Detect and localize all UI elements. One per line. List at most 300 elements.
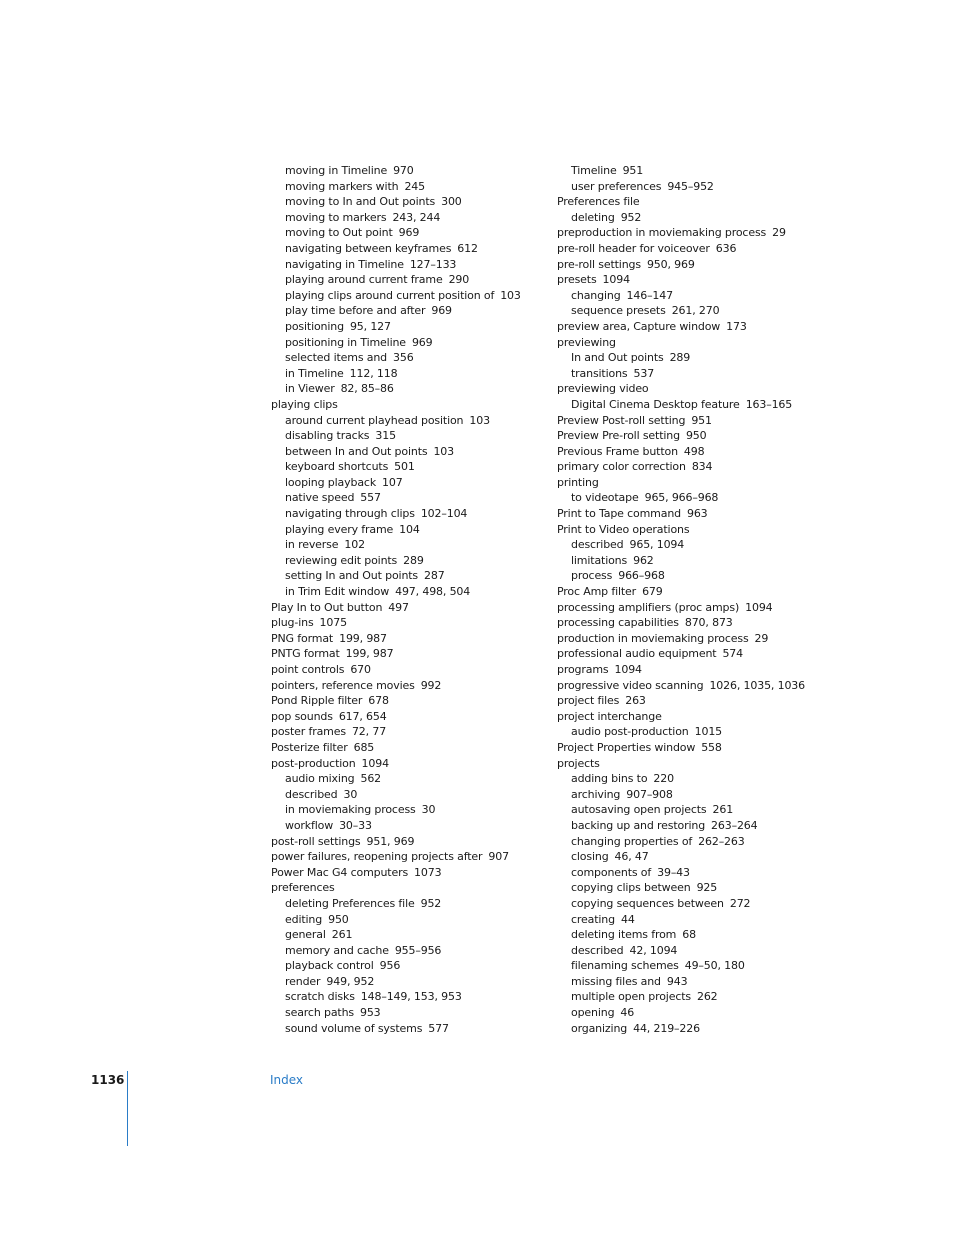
index-subentry [271, 974, 561, 990]
index-page-refs: 951, 969 [366, 834, 415, 848]
index-page-refs: 950 [328, 912, 349, 926]
index-subentry [557, 1005, 857, 1021]
index-page-refs: 907 [488, 850, 509, 864]
index-page-refs: 300 [441, 195, 462, 209]
index-subentry [557, 568, 857, 584]
index-subentry [557, 989, 857, 1005]
index-term: projects [557, 756, 600, 770]
index-subentry [557, 490, 857, 506]
index-subentry [271, 241, 561, 257]
index-term: changing [571, 288, 621, 302]
index-term: positioning [285, 319, 344, 333]
index-entry [271, 709, 561, 725]
index-entry [557, 241, 857, 257]
index-page-refs: 263 [625, 694, 646, 708]
index-entry [271, 849, 561, 865]
index-term: preview area, Capture window [557, 319, 721, 333]
index-term: Play In to Out button [271, 600, 383, 614]
index-term: PNG format [271, 631, 334, 645]
index-subentry [557, 397, 857, 413]
index-page-refs: 950, 969 [646, 257, 695, 271]
index-term: in reverse [285, 538, 339, 552]
index-term: navigating in Timeline [285, 257, 404, 271]
index-subentry [271, 553, 561, 569]
index-page-refs: 30–33 [339, 818, 372, 832]
index-term: filenaming schemes [571, 959, 679, 973]
index-term: described [571, 538, 624, 552]
index-entry [271, 724, 561, 740]
index-entry [271, 880, 561, 896]
index-term: in moviemaking process [285, 803, 416, 817]
index-term: presets [557, 273, 597, 287]
index-term: moving to markers [285, 210, 387, 224]
index-page-refs: 969 [398, 226, 420, 240]
index-term: archiving [571, 787, 621, 801]
index-subentry [557, 927, 857, 943]
index-term: programs [557, 663, 609, 676]
index-entry [557, 678, 857, 694]
index-term: pointers, reference movies [271, 678, 415, 692]
index-entry [557, 506, 857, 522]
index-term: search paths [285, 1006, 354, 1020]
index-term: preferences [271, 881, 335, 895]
index-subentry [557, 553, 857, 569]
index-entry [271, 600, 561, 616]
index-page-refs: 30 [343, 787, 358, 801]
index-page-refs: 953 [359, 1006, 381, 1020]
index-page-refs: 1075 [319, 616, 347, 630]
index-page-refs: 356 [393, 351, 414, 365]
index-subentry [557, 849, 857, 865]
index-term: processing amplifiers (proc amps) [557, 600, 740, 614]
index-term: pre-roll settings [557, 257, 641, 271]
index-term: to videotape [571, 491, 639, 505]
index-subentry [271, 537, 561, 553]
index-term: post-production [271, 756, 356, 770]
index-subentry [271, 802, 561, 818]
index-page-refs: 969 [411, 335, 433, 349]
index-page-refs: 44, 219–226 [633, 1021, 700, 1035]
index-page-refs: 199, 987 [339, 631, 387, 645]
index-term: project interchange [557, 709, 662, 723]
index-subentry [557, 818, 857, 834]
index-page-refs: 537 [633, 366, 655, 380]
index-term: progressive video scanning [557, 678, 704, 692]
index-entry [271, 615, 561, 631]
index-subentry [271, 989, 561, 1005]
index-page-refs: 969 [431, 304, 452, 318]
index-term: audio mixing [285, 772, 355, 786]
index-entry [557, 631, 857, 647]
index-subentry [271, 428, 561, 444]
index-page-refs: 965, 966–968 [644, 491, 719, 505]
index-page-refs: 952 [420, 896, 442, 910]
index-page-refs: 636 [715, 241, 737, 255]
index-subentry [271, 818, 561, 834]
index-page-refs: 262 [696, 990, 718, 1004]
index-page-refs: 49–50, 180 [684, 959, 745, 973]
index-page-refs: 963 [686, 507, 708, 521]
index-subentry [557, 943, 857, 959]
index-term: Preferences file [557, 195, 640, 209]
index-term: memory and cache [285, 943, 389, 957]
index-term: primary color correction [557, 460, 686, 474]
index-page-refs: 1073 [414, 865, 442, 879]
index-entry [557, 662, 857, 678]
index-term: power failures, reopening projects after [271, 850, 483, 864]
index-subentry [271, 413, 561, 429]
index-term: Power Mac G4 computers [271, 865, 409, 879]
index-term: creating [571, 912, 615, 926]
index-subentry [557, 288, 857, 304]
index-page-refs: 102–104 [420, 507, 468, 521]
index-term: previewing video [557, 382, 649, 396]
index-entry [271, 834, 561, 850]
index-page-refs: 950 [685, 429, 707, 443]
index-term: copying sequences between [571, 896, 724, 910]
index-entry [557, 693, 857, 709]
index-term: Print to Video operations [557, 522, 690, 536]
index-subentry [271, 958, 561, 974]
index-term: adding bins to [571, 772, 648, 786]
index-page-refs: 68 [682, 928, 696, 942]
index-entry [557, 225, 857, 241]
index-page-refs: 290 [448, 273, 470, 287]
index-entry [557, 428, 857, 444]
index-subentry [557, 912, 857, 928]
index-term: backing up and restoring [571, 818, 706, 832]
index-page-refs: 966–968 [618, 569, 665, 583]
index-page-refs: 678 [368, 694, 389, 708]
index-page-refs: 95, 127 [349, 319, 391, 333]
index-term: editing [285, 912, 323, 926]
index-page-refs: 287 [424, 569, 445, 583]
index-term: previewing [557, 335, 616, 349]
index-subentry [271, 381, 561, 397]
index-entry [271, 646, 561, 662]
index-term: opening [571, 1006, 615, 1020]
index-term: Preview Pre-roll setting [557, 429, 680, 443]
index-subentry [557, 210, 857, 226]
index-term: production in moviemaking process [557, 631, 749, 645]
index-term: moving in Timeline [285, 164, 388, 177]
index-term: moving to In and Out points [285, 195, 436, 209]
index-entry [557, 475, 857, 491]
index-page-refs: 262–263 [698, 834, 745, 848]
index-page-refs: 261, 270 [671, 304, 720, 318]
index-entry [557, 646, 857, 662]
index-page-refs: 39–43 [657, 865, 690, 879]
index-subentry [557, 303, 857, 319]
index-subentry [557, 865, 857, 881]
index-subentry [271, 335, 561, 351]
index-page-refs: 562 [360, 772, 382, 786]
index-term: missing files and [571, 974, 661, 988]
index-term: changing properties of [571, 834, 693, 848]
index-subentry [271, 771, 561, 787]
index-term: pre-roll header for voiceover [557, 241, 710, 255]
index-term: Timeline [571, 164, 617, 177]
index-page-refs: 107 [382, 475, 403, 489]
index-page-refs: 955–956 [394, 943, 442, 957]
index-subentry [557, 366, 857, 382]
index-subentry [557, 724, 857, 740]
index-term: between In and Out points [285, 444, 428, 458]
index-entry [557, 600, 857, 616]
index-term: pop sounds [271, 709, 333, 723]
index-term: navigating through clips [285, 507, 415, 521]
index-entry [557, 615, 857, 631]
index-page-refs: 103 [500, 288, 521, 302]
index-page-refs: 1015 [694, 725, 723, 739]
index-page-refs: 1094 [745, 600, 773, 614]
index-subentry [271, 943, 561, 959]
index-page-refs: 42, 1094 [629, 943, 678, 957]
index-subentry [271, 319, 561, 335]
index-page-refs: 574 [722, 647, 743, 661]
index-term: in Timeline [285, 366, 344, 380]
index-term: post-roll settings [271, 834, 361, 848]
index-page-refs: 46, 47 [614, 850, 649, 864]
index-entry [557, 319, 857, 335]
index-term: playing every frame [285, 522, 394, 536]
index-page-refs: 577 [428, 1021, 449, 1035]
index-subentry [271, 1005, 561, 1021]
index-term: workflow [285, 818, 334, 832]
index-term: audio post-production [571, 725, 689, 739]
index-term: keyboard shortcuts [285, 460, 389, 474]
index-page-refs: 992 [420, 678, 442, 692]
index-subentry [557, 802, 857, 818]
index-subentry [271, 787, 561, 803]
index-subentry [271, 288, 561, 304]
index-subentry [557, 974, 857, 990]
index-subentry [271, 912, 561, 928]
index-page-refs: 146–147 [626, 288, 673, 302]
index-subentry [557, 179, 857, 195]
index-term: deleting [571, 210, 615, 224]
index-page-refs: 557 [360, 491, 381, 505]
index-subentry [271, 272, 561, 288]
index-subentry [271, 163, 561, 179]
index-term: organizing [571, 1021, 628, 1035]
index-page-refs: 29 [772, 226, 786, 240]
index-entry [271, 865, 561, 881]
index-page-refs: 925 [696, 881, 718, 895]
index-subentry [271, 179, 561, 195]
index-page-refs: 679 [642, 585, 663, 599]
index-term: closing [571, 850, 609, 864]
index-term: playback control [285, 959, 374, 973]
index-page-refs: 82, 85–86 [340, 382, 394, 396]
index-entry [557, 584, 857, 600]
index-entry [271, 397, 561, 413]
index-subentry [271, 225, 561, 241]
index-entry [271, 693, 561, 709]
index-entry [271, 631, 561, 647]
index-page-refs: 272 [729, 896, 751, 910]
index-term: plug-ins [271, 616, 314, 630]
index-term: Pond Ripple filter [271, 694, 363, 708]
index-entry [271, 740, 561, 756]
index-term: Digital Cinema Desktop feature [571, 397, 740, 411]
index-subentry [271, 366, 561, 382]
index-subentry [557, 771, 857, 787]
index-page-refs: 870, 873 [684, 616, 733, 630]
index-term: looping playback [285, 475, 377, 489]
index-page-refs: 951 [691, 413, 712, 427]
index-page-refs: 102 [344, 538, 365, 552]
index-page-refs: 962 [633, 553, 654, 567]
index-subentry [271, 210, 561, 226]
index-term: In and Out points [571, 351, 664, 365]
index-term: deleting Preferences file [285, 896, 415, 910]
index-page-refs: 315 [375, 429, 396, 443]
index-subentry [271, 459, 561, 475]
index-page-refs: 173 [726, 319, 747, 333]
index-page-refs: 501 [394, 460, 415, 474]
index-term: navigating between keyframes [285, 241, 452, 255]
index-page-refs: 289 [669, 351, 691, 365]
index-entry [557, 413, 857, 429]
index-term: render [285, 974, 321, 988]
index-page-refs: 558 [701, 740, 722, 754]
index-page-refs: 952 [620, 210, 642, 224]
index-term: disabling tracks [285, 429, 370, 443]
index-subentry [271, 1021, 561, 1037]
index-term: Project Properties window [557, 740, 696, 754]
index-page-refs: 497, 498, 504 [395, 585, 471, 599]
index-page-refs: 112, 118 [349, 366, 398, 380]
index-subentry [557, 958, 857, 974]
index-term: copying clips between [571, 881, 691, 895]
index-subentry [271, 506, 561, 522]
index-page-refs: 1094 [361, 756, 389, 770]
index-page-refs: 685 [353, 740, 375, 754]
page-number: 1136 [91, 1073, 125, 1087]
index-term: described [285, 787, 338, 801]
index-entry [557, 756, 857, 772]
index-subentry [271, 350, 561, 366]
index-page-refs: 289 [403, 553, 424, 567]
index-page-refs: 945–952 [667, 179, 714, 193]
index-term: process [571, 569, 613, 583]
index-page-refs: 907–908 [626, 787, 673, 801]
index-term: in Trim Edit window [285, 585, 390, 599]
index-page-refs: 617, 654 [338, 709, 387, 723]
index-term: selected items and [285, 351, 388, 365]
index-entry [557, 444, 857, 460]
index-term: user preferences [571, 179, 662, 193]
index-page-refs: 243, 244 [392, 210, 441, 224]
index-term: Preview Post-roll setting [557, 413, 686, 427]
index-subentry [271, 896, 561, 912]
index-term: general [285, 928, 326, 942]
index-entry [557, 194, 857, 210]
index-page-refs: 104 [399, 522, 420, 536]
index-term: play time before and after [285, 304, 426, 318]
index-subentry [271, 194, 561, 210]
index-term: sequence presets [571, 304, 666, 318]
index-column-right [557, 163, 857, 1036]
index-term: Posterize filter [271, 740, 348, 754]
index-page-refs: 951 [622, 164, 644, 177]
index-page-refs: 220 [653, 772, 674, 786]
index-page-refs: 498 [683, 444, 705, 458]
index-term: described [571, 943, 624, 957]
index-subentry [557, 1021, 857, 1037]
index-entry [557, 740, 857, 756]
index-page-refs: 245 [404, 179, 425, 193]
index-page-refs: 970 [393, 164, 414, 177]
index-subentry [557, 896, 857, 912]
index-term: Print to Tape command [557, 507, 681, 521]
index-entry [557, 272, 857, 288]
index-entry [557, 381, 857, 397]
index-term: professional audio equipment [557, 647, 717, 661]
index-term: around current playhead position [285, 413, 464, 427]
index-page-refs: 103 [469, 413, 490, 427]
index-entry [557, 335, 857, 351]
index-page-refs: 46 [620, 1006, 635, 1020]
index-term: setting In and Out points [285, 569, 419, 583]
index-page-refs: 956 [379, 959, 401, 973]
index-subentry [557, 537, 857, 553]
index-term: scratch disks [285, 990, 355, 1004]
index-term: moving to Out point [285, 226, 393, 240]
index-entry [271, 756, 561, 772]
index-column-left [271, 163, 561, 1036]
index-term: printing [557, 475, 599, 489]
index-page-refs: 1026, 1035, 1036 [709, 678, 806, 692]
index-page-refs: 261 [712, 803, 734, 817]
index-subentry [271, 927, 561, 943]
index-entry [557, 459, 857, 475]
index-entry [557, 257, 857, 273]
index-page-refs: 261 [331, 928, 353, 942]
index-page-refs: 1094 [614, 663, 642, 676]
section-title: Index [270, 1073, 304, 1087]
index-term: deleting items from [571, 928, 677, 942]
index-subentry [557, 880, 857, 896]
index-page-refs: 29 [754, 631, 769, 645]
index-page-refs: 670 [350, 663, 371, 676]
index-term: components of [571, 865, 652, 879]
index-subentry [271, 490, 561, 506]
index-subentry [271, 522, 561, 538]
index-term: sound volume of systems [285, 1021, 423, 1035]
index-page-refs: 834 [691, 460, 713, 474]
index-page-refs: 127–133 [409, 257, 457, 271]
index-page-refs: 1094 [602, 273, 630, 287]
index-page-refs: 103 [433, 444, 454, 458]
index-page-refs: 72, 77 [351, 725, 387, 739]
index-entry [557, 709, 857, 725]
index-page-refs: 148–149, 153, 953 [360, 990, 462, 1004]
index-page-refs: 943 [666, 974, 688, 988]
index-term: playing clips [271, 397, 338, 411]
footer-divider [127, 1071, 128, 1146]
index-term: playing around current frame [285, 273, 443, 287]
index-page-refs: 44 [620, 912, 635, 926]
index-term: Previous Frame button [557, 444, 678, 458]
index-subentry [557, 834, 857, 850]
index-subentry [271, 568, 561, 584]
index-subentry [557, 163, 857, 179]
index-term: point controls [271, 663, 345, 676]
index-term: autosaving open projects [571, 803, 707, 817]
index-page-refs: 30 [421, 803, 436, 817]
